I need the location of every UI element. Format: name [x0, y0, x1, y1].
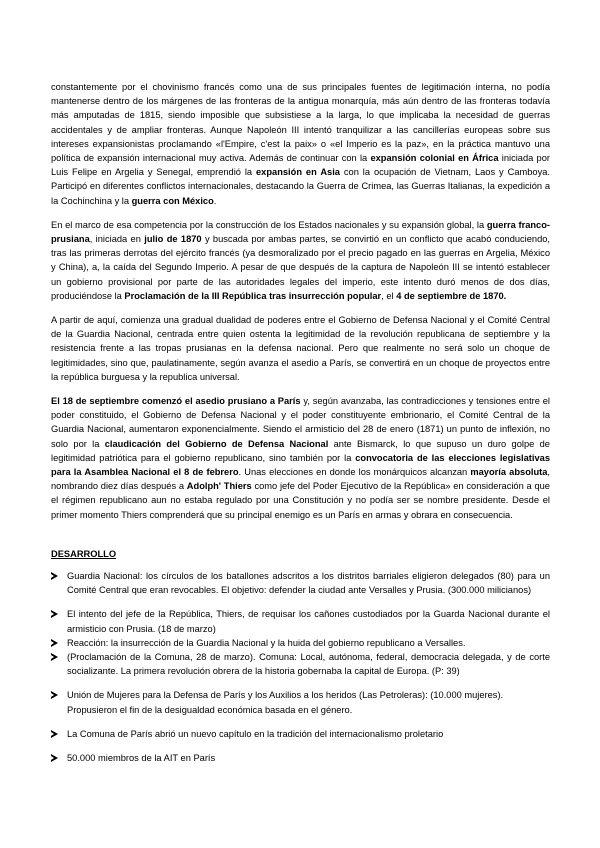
list-item [51, 650, 550, 678]
bullet-list [51, 569, 550, 765]
list-item [51, 727, 550, 741]
text-run: , nombrando diez días después a [51, 467, 550, 492]
text-run: , el [381, 290, 397, 301]
list-item-text: Propusieron el fin de la desigualdad económica basada en el género. [67, 704, 353, 715]
bold-text: mayoría absoluta [470, 467, 548, 478]
list-item-text: Guardia Nacional: los círculos de los batallones adscritos a los distritos barriales eligieron delegados (80) para un Comité Central que eran revocables. El objetivo: defender la ciudad ante Versalles y Prusia. (300.000 milicianos) [67, 570, 550, 596]
text-run: y, según avanzaba, las contradicciones y tensiones entre el poder constituido, el Gobierno de Defensa Nacional y el poder constituyente embrionario, el Comité Central de la Guardia Nacional, aumentaron exponencialmente. Siendo el armisticio del 28 de enero (1871) un punto de inflexión, no solo por la [51, 396, 550, 449]
text-run: iniciada por Luis Felipe en Argelia y Senegal, emprendió la [51, 153, 550, 178]
text-run: . Unas elecciones en donde los monárquicos alcanzan [238, 467, 471, 478]
bold-text: Proclamación de la III República tras insurrección popular [124, 290, 382, 301]
bold-text: convocatoria de las elecciones legislativas para la Asamblea Nacional el 8 de febrero [51, 452, 550, 478]
paragraph [51, 80, 550, 208]
bold-text: claudicación del Gobierno de Defensa Nacional [104, 438, 329, 449]
bold-text: julio de 1870 [144, 234, 202, 245]
list-item [51, 751, 550, 765]
text-run: y buscada por ambas partes, se convirtió en un conflicto que acabó conduciendo, tras las primeras derrotas del ejército francés (ya desmoralizado por el precio pagado en las guerras en Argelia, México y China), a, la caída del Segundo Imperio. A pesar de que después de la captura de Napoleón III se intentó establecer un gobierno provisional por parte de las autoridades legales del imperio, este intento duró menos de dos días, produciéndose la [51, 234, 551, 301]
list-item-text: Unión de Mujeres para la Defensa de París y los Auxilios a los heridos (Las Petroleras): (10.000 mujeres). [67, 690, 504, 701]
paragraph [51, 394, 550, 522]
list-item [51, 607, 550, 635]
section-heading: DESARROLLO [51, 548, 117, 559]
paragraph [51, 218, 550, 303]
arrow-bullet-icon [51, 610, 58, 618]
list-item-text: 50.000 miembros de la AIT en París [67, 752, 216, 763]
arrow-bullet-icon [51, 730, 58, 738]
list-item [51, 569, 550, 597]
list-item-text: La Comuna de París abrió un nuevo capítulo en la tradición del internacionalismo proletario [67, 728, 444, 739]
bold-text: expansión colonial en África [370, 153, 499, 164]
bold-text: El 18 de septiembre comenzó el asedio prusiano a París [51, 396, 301, 407]
list-item-text: El intento del jefe de la República, Thiers, de requisar los cañones custodiados por la Guarda Nacional durante el armisticio con Prusia. (18 de marzo) [67, 609, 550, 634]
text-run: como jefe del Poder Ejecutivo de la República» en consideración a que el régimen republicano aun no estaba regulado por una Constitución y no podía ser se nombre presidente. Desde el primer momento Thiers comprenderá que su principal enemigo es un París en armas y obrara en consecuencia. [51, 481, 550, 520]
arrow-bullet-icon [51, 653, 58, 661]
bold-text: guerra franco-prusiana [51, 219, 550, 245]
list-item [51, 636, 550, 650]
list-item-text: Reacción: la insurrección de la Guardia Nacional y la huida del gobierno republicano a Versalles. [67, 637, 466, 648]
list-item [51, 688, 550, 716]
text-run: En el marco de esa competencia por la construcción de los Estados nacionales y su expansión global, la [51, 219, 487, 230]
text-run: . [213, 195, 217, 206]
bold-text: expansión en Asia [256, 167, 340, 178]
arrow-bullet-icon [51, 639, 58, 647]
bold-text: guerra con México [131, 195, 214, 206]
arrow-bullet-icon [51, 754, 58, 762]
text-run: con la ocupación de Vietnam, Laos y Camboya. Participó en diferentes conflictos internacionales, destacando la Guerra de Crimea, las Guerras Italianas, la expedición a la Cochinchina y la [51, 167, 550, 206]
arrow-bullet-icon [51, 572, 58, 580]
text-run: A partir de aquí, comienza una gradual dualidad de poderes entre el Gobierno de Defensa Nacional y el Comité Central de la Guardia Nacional, centrada entre quien ostenta la legitimidad de la revolución republicana de septiembre y la resistencia frente a las tropas prusianas en la defensa nacional. Pero que realmente no será solo un choque de legitimidades, sino que, paulatinamente, según avanza el asedio a París, se convertirá en un choque de proyectos entre la república burguesa y la republica universal. [51, 315, 550, 382]
arrow-bullet-icon [51, 691, 58, 699]
paragraph [51, 313, 550, 384]
text-run: ante Bismarck, lo que supuso un duro golpe de legitimidad patriótica para el gobierno republicano, sino también por la [51, 438, 550, 463]
body-text [51, 80, 550, 522]
text-run: constantemente por el chovinismo francés como una de sus principales fuentes de legitimación interna, no podía mantenerse dentro de los márgenes de las fronteras de la antigua monarquía, más aún dentro de las fronteras todavía más amputadas de 1815, siendo imposible que subsistiese a la larga, lo que implicaba la necesidad de guerras accidentales y de ampliar fronteras. Aunque Napoleón III intentó tranquilizar a las cancillerías europeas sobre sus intereses expansionistas proclamando «l'Empire, c'est la paix» o «el Imperio es la paz», en la práctica mantuvo una política de expansión internacional muy activa. Además de continuar con la [51, 82, 550, 164]
bold-text: 4 de septiembre de 1870. [396, 290, 507, 301]
list-item-text: (Proclamación de la Comuna, 28 de marzo). Comuna: Local, autónoma, federal, democracia delegada, y de corte socializante. La primera revolución obrera de la historia gobernaba la capital de Europa. (P: 39) [67, 651, 550, 677]
bold-text: Adolph' Thiers [186, 481, 252, 492]
text-run: , iniciada en [89, 234, 145, 245]
